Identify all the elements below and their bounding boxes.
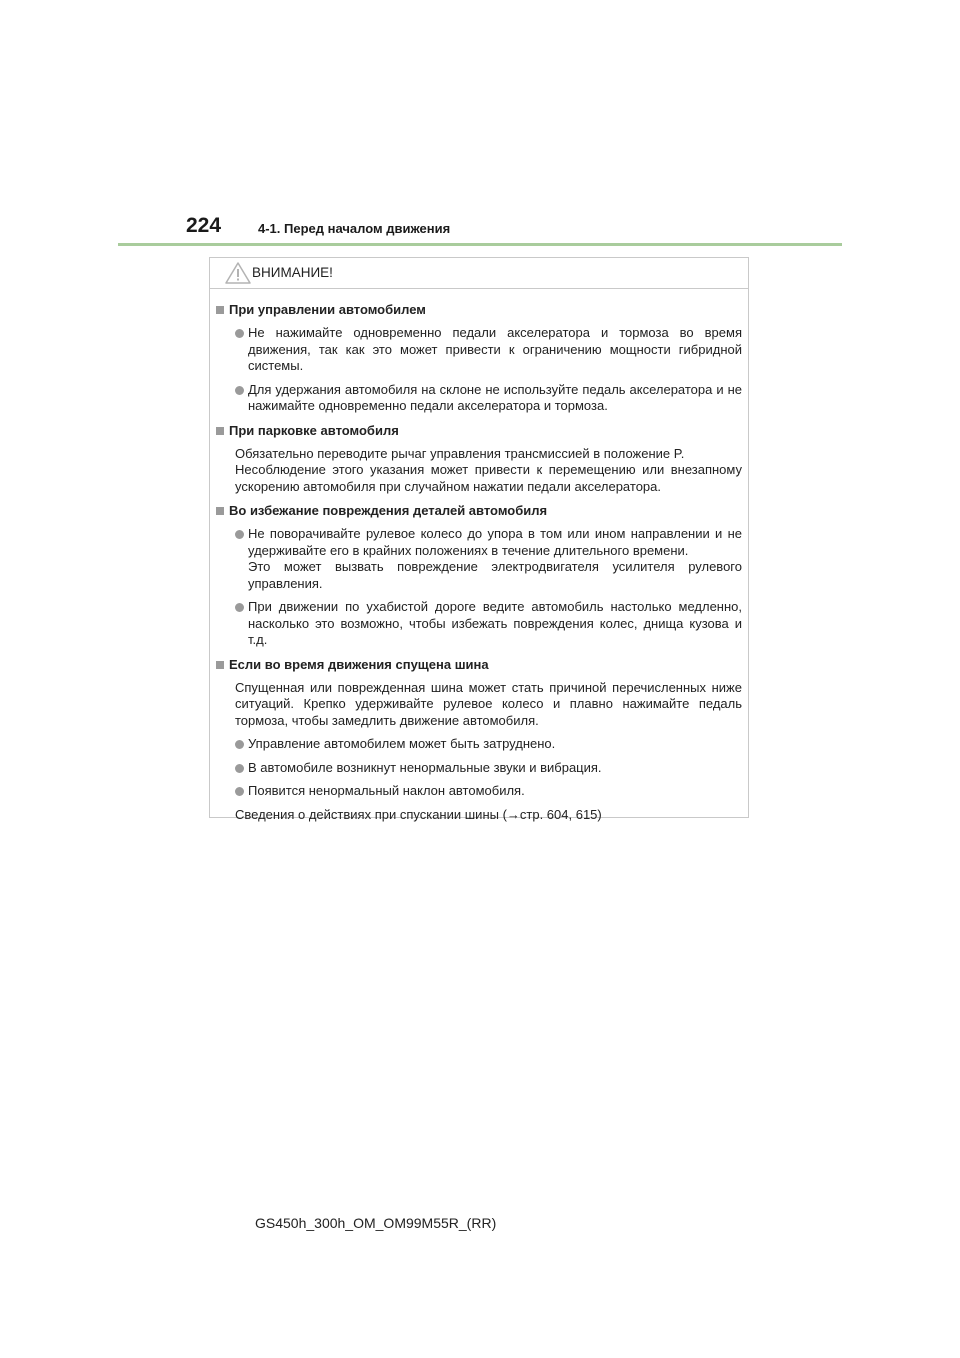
bullet-item: Появится ненормальный наклон автомобиля. (216, 783, 742, 800)
bullet-item: Не нажимайте одновременно педали акселератора и тормоза во время движения, так как это может привести к ограничению мощности гибридной системы. (216, 325, 742, 375)
bullet-item (216, 526, 742, 592)
bullet-item: Управление автомобилем может быть затруднено. (216, 736, 742, 753)
warning-label: ВНИМАНИЕ! (252, 265, 333, 280)
page-number: 224 (186, 214, 222, 237)
paragraph-reference: Сведения о действиях при спускании шины (→стр. 604, 615) (235, 806, 602, 822)
warning-triangle-icon (225, 262, 251, 284)
paragraph-line: Обязательно переводите рычаг управления трансмиссией в положение P. (235, 445, 685, 461)
section-title: 4-1. Перед началом движения (258, 221, 451, 236)
header-rule (118, 243, 842, 246)
bullet-item: Для удержания автомобиля на склоне не используйте педаль акселератора и не нажимайте одновременно педали акселератора и тормоза. (216, 382, 742, 415)
bullet-line: Это может вызвать повреждение электродвигателя усилителя рулевого управления. (248, 559, 742, 591)
warning-body (210, 289, 748, 823)
bullet-item: При движении по ухабистой дороге ведите автомобиль настолько медленно, насколько это возможно, чтобы избежать повреждения колес, днища кузова и т.д. (216, 599, 742, 649)
paragraph: Спущенная или поврежденная шина может стать причиной перечисленных ниже ситуаций. Крепко удерживайте рулевое колесо и плавно нажимайте педаль тормоза, чтобы замедлить движение автомобиля. (235, 679, 742, 728)
paragraph-line: Несоблюдение этого указания может привести к перемещению или внезапному ускорению автомобиля при случайном нажатии педали акселератора. (235, 462, 742, 494)
section-heading-driving: При управлении автомобилем (216, 301, 742, 319)
section-heading-flat-tire: Если во время движения спущена шина (216, 656, 742, 674)
bullet-item: В автомобиле возникнут ненормальные звуки и вибрация. (216, 760, 742, 777)
paragraph (216, 446, 742, 496)
warning-box (209, 257, 749, 822)
section-heading-parking: При парковке автомобиля (216, 422, 742, 440)
warning-header (210, 258, 748, 289)
bullet-line: Не поворачивайте рулевое колесо до упора в том или ином направлении и не удерживайте его в крайних положениях в течение длительного времени. (248, 526, 742, 558)
section-heading-damage: Во избежание повреждения деталей автомобиля (216, 502, 742, 520)
footer-document-code: GS450h_300h_OM_OM99M55R_(RR) (255, 1215, 497, 1231)
